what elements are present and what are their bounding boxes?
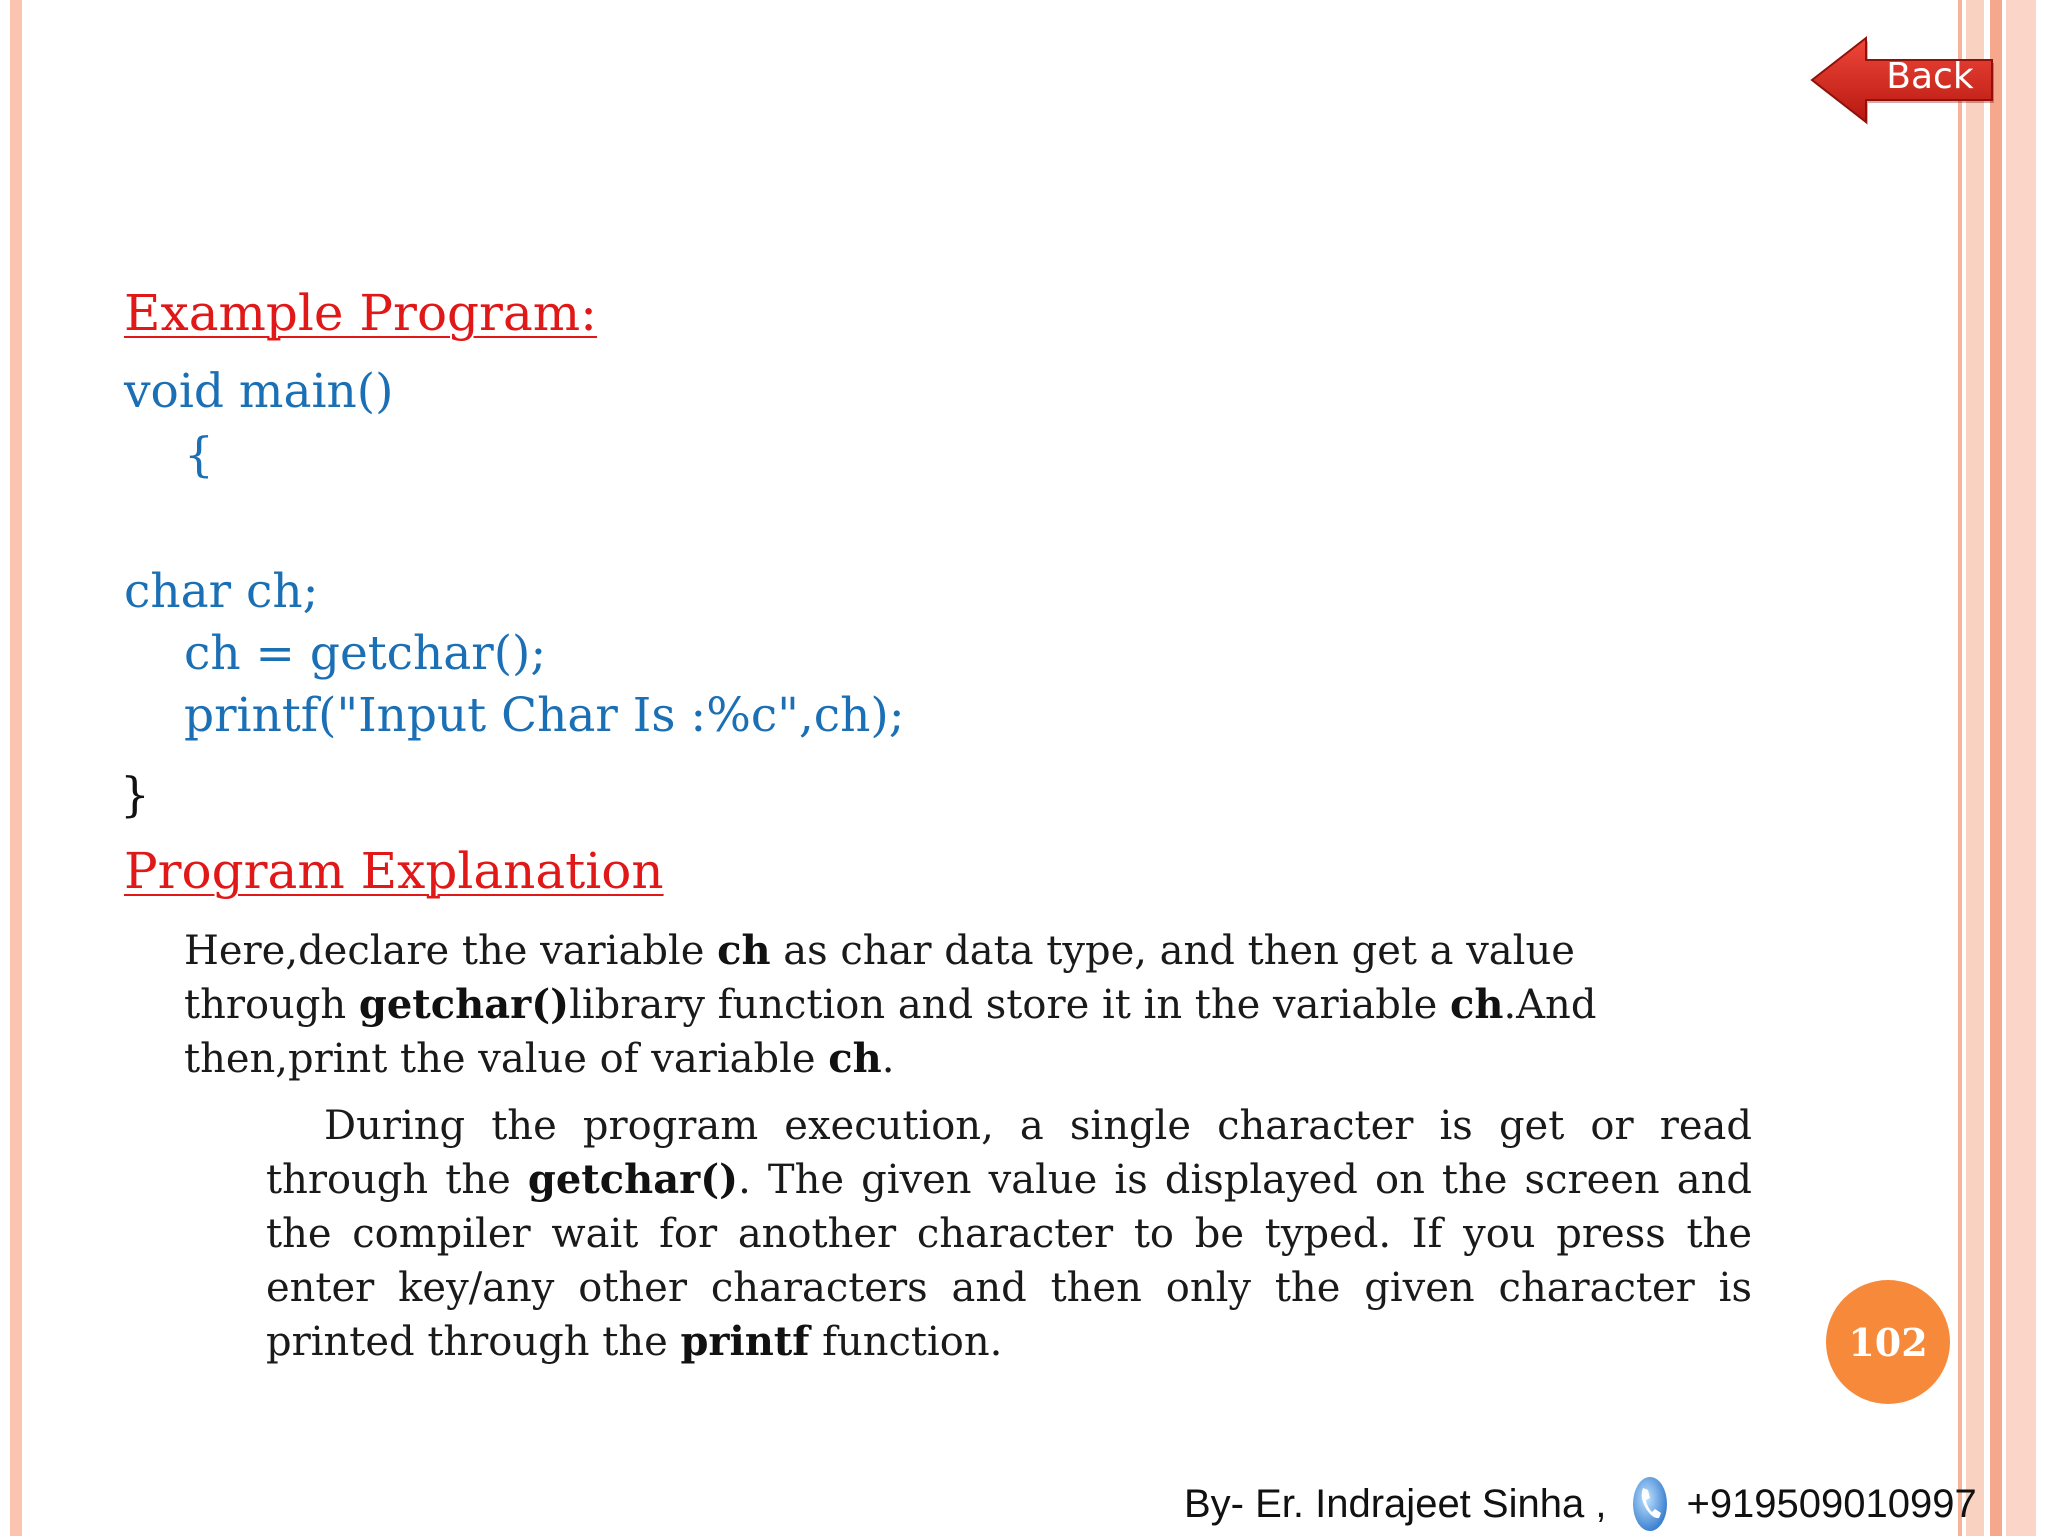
right-border-stripe (2006, 0, 2036, 1536)
paragraph-line: through getchar()library function and store it in the variable ch.And (184, 981, 1597, 1028)
code-line: char ch; (124, 564, 319, 619)
code-line: } (120, 768, 150, 823)
example-program-heading: Example Program: (124, 284, 598, 342)
paragraph-line: then,print the value of variable ch. (184, 1035, 895, 1082)
phone-icon (1630, 1474, 1670, 1534)
right-border-stripe (1958, 0, 1962, 1536)
right-border-stripe (1990, 0, 2002, 1536)
code-line: void main() (124, 364, 394, 419)
back-button[interactable] (1808, 34, 1996, 126)
paragraph-line: Here,declare the variable ch as char data type, and then get a value (184, 927, 1575, 974)
footer (1184, 1474, 1977, 1534)
back-button-label: Back (1886, 56, 1974, 97)
program-explanation-heading: Program Explanation (124, 842, 664, 900)
page-number-badge: 102 (1826, 1280, 1950, 1404)
right-border-stripe (1966, 0, 1984, 1536)
execution-paragraph: During the program execution, a single character is get or read through the getchar(). The given value is displayed on the screen and the compiler wait for another character to be typed. If you press the enter key/any other characters and then only the given character is printed through the printf function. (266, 1103, 1753, 1365)
left-border-stripe (10, 0, 22, 1536)
code-line: printf("Input Char Is :%c",ch); (184, 688, 905, 743)
explanation-paragraph (184, 924, 1744, 1086)
code-line: ch = getchar(); (184, 626, 547, 681)
footer-phone: +919509010997 (1686, 1481, 1977, 1526)
footer-author: By- Er. Indrajeet Sinha , (1184, 1481, 1607, 1526)
code-line: { (184, 428, 214, 483)
